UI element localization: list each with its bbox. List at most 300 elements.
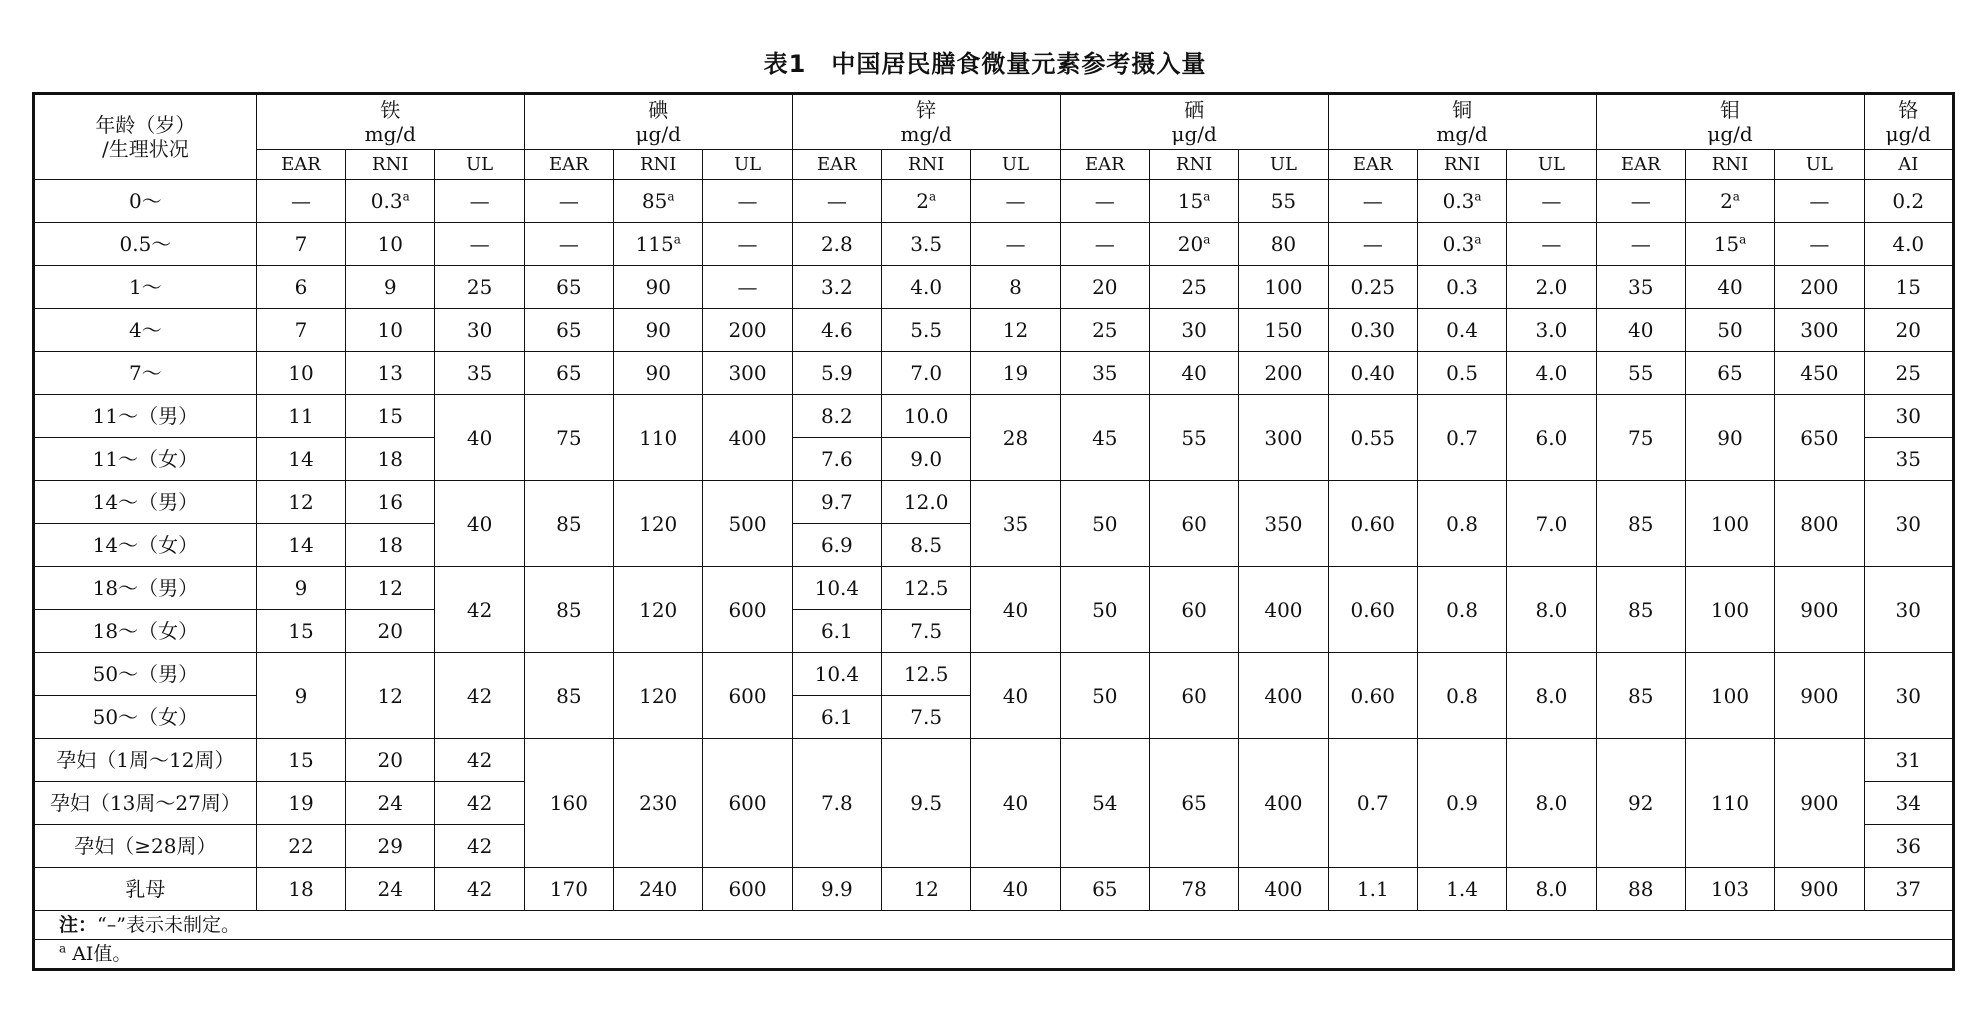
cell-value: 11 xyxy=(288,404,314,428)
cell-value: 0.8 xyxy=(1446,511,1478,536)
value-cell xyxy=(792,395,881,438)
value-cell xyxy=(435,567,524,653)
cell-value: 5.5 xyxy=(910,318,943,342)
cell-value: 85 xyxy=(556,597,582,622)
value-cell xyxy=(1239,309,1328,352)
cell-value: 6.0 xyxy=(1535,425,1568,450)
cell-value: 1.4 xyxy=(1446,877,1478,901)
value-cell xyxy=(1775,481,1864,567)
cell-value: — xyxy=(1005,189,1026,213)
value-cell xyxy=(346,481,435,524)
cell-value: 100 xyxy=(1710,683,1750,708)
value-cell xyxy=(1864,825,1953,868)
value-cell xyxy=(1775,567,1864,653)
cell-value: 30 xyxy=(466,318,493,342)
value-cell xyxy=(614,309,703,352)
cell-value: 14 xyxy=(288,447,314,471)
cell-value: 500 xyxy=(728,511,767,536)
value-cell xyxy=(882,352,971,395)
value-cell xyxy=(524,868,613,911)
note-text: “–”表示未制定。 xyxy=(97,914,240,936)
element-header-3 xyxy=(1060,94,1328,150)
cell-value: — xyxy=(1541,232,1562,256)
value-cell xyxy=(346,739,435,782)
table-title: 表1 中国居民膳食微量元素参考摄入量 xyxy=(763,50,1207,78)
table-row xyxy=(34,266,1954,309)
value-cell xyxy=(1864,352,1953,395)
value-cell xyxy=(524,567,613,653)
cell-value: 40 xyxy=(466,511,493,536)
cell-value: 100 xyxy=(1710,597,1750,622)
value-cell xyxy=(1685,223,1774,266)
value-cell xyxy=(1685,567,1774,653)
table-row xyxy=(34,567,1954,610)
value-cell xyxy=(1060,266,1149,309)
value-cell xyxy=(1328,395,1417,481)
subheader-rni: RNI xyxy=(346,150,435,180)
subheader-ul: UL xyxy=(703,150,792,180)
cell-value: — xyxy=(1809,189,1830,213)
cell-value: 60 xyxy=(1181,597,1207,622)
cell-value: — xyxy=(1362,232,1383,256)
nutrient-reference-table xyxy=(32,92,1955,971)
value-cell xyxy=(346,610,435,653)
cell-value: 25 xyxy=(1092,318,1118,342)
row-label: 14～（女） xyxy=(34,524,257,567)
value-cell xyxy=(524,739,613,868)
row-label: 孕妇（1周～12周） xyxy=(34,739,257,782)
value-cell xyxy=(1417,868,1506,911)
cell-value: 6.1 xyxy=(820,705,853,729)
cell-value: 200 xyxy=(1800,275,1839,299)
cell-value: 9.0 xyxy=(910,447,943,471)
value-cell xyxy=(524,309,613,352)
value-cell xyxy=(703,266,792,309)
ai-superscript: a xyxy=(1203,232,1211,247)
cell-value: 0.3 xyxy=(1442,189,1475,213)
value-cell xyxy=(346,352,435,395)
value-cell xyxy=(1864,739,1953,782)
value-cell xyxy=(1507,567,1596,653)
cell-value: 400 xyxy=(1264,683,1303,708)
subheader-ear: EAR xyxy=(1328,150,1417,180)
subheader-rni: RNI xyxy=(614,150,703,180)
value-cell xyxy=(256,868,345,911)
cell-value: 7.5 xyxy=(910,705,943,729)
value-cell xyxy=(614,868,703,911)
value-cell xyxy=(1239,395,1328,481)
cell-value: 900 xyxy=(1800,791,1839,815)
value-cell xyxy=(1417,567,1506,653)
value-cell xyxy=(1328,309,1417,352)
cell-value: — xyxy=(1809,232,1830,256)
cell-value: 600 xyxy=(728,791,767,815)
value-cell xyxy=(1864,653,1953,739)
cell-value: 4.0 xyxy=(1535,361,1568,385)
cell-value: 30 xyxy=(1895,597,1921,622)
value-cell xyxy=(1775,653,1864,739)
value-cell xyxy=(1328,567,1417,653)
cell-value: 25 xyxy=(1895,361,1921,385)
cell-value: 12 xyxy=(377,576,403,600)
value-cell xyxy=(1775,266,1864,309)
value-cell xyxy=(792,352,881,395)
value-cell xyxy=(792,524,881,567)
cell-value: 12 xyxy=(377,683,403,708)
cell-value: 80 xyxy=(1270,232,1297,256)
row-label: 孕妇（≥28周） xyxy=(34,825,257,868)
cell-value: 160 xyxy=(549,791,588,815)
value-cell xyxy=(524,223,613,266)
cell-value: — xyxy=(1362,189,1383,213)
value-cell xyxy=(1239,653,1328,739)
value-cell xyxy=(256,825,345,868)
value-cell xyxy=(1685,180,1774,223)
subheader-ul: UL xyxy=(435,150,524,180)
cell-value: 85 xyxy=(1627,683,1654,708)
value-cell xyxy=(1149,567,1238,653)
value-cell xyxy=(882,868,971,911)
cell-value: 60 xyxy=(1181,683,1207,708)
value-cell xyxy=(703,395,792,481)
cell-value: 8.2 xyxy=(820,404,853,428)
value-cell xyxy=(1239,266,1328,309)
value-cell xyxy=(971,739,1060,868)
value-cell xyxy=(256,223,345,266)
table-row xyxy=(34,309,1954,352)
value-cell xyxy=(1417,395,1506,481)
cell-value: — xyxy=(1005,232,1026,256)
cell-value: 100 xyxy=(1710,511,1750,536)
value-cell xyxy=(1685,309,1774,352)
value-cell xyxy=(1685,653,1774,739)
cell-value: 8.0 xyxy=(1535,877,1568,901)
cell-value: 300 xyxy=(728,361,767,385)
value-cell xyxy=(614,395,703,481)
value-cell xyxy=(614,223,703,266)
cell-value: 20 xyxy=(1895,318,1921,342)
cell-value: 650 xyxy=(1800,425,1839,450)
subheader-rni: RNI xyxy=(882,150,971,180)
value-cell xyxy=(524,481,613,567)
value-cell xyxy=(1328,868,1417,911)
value-cell xyxy=(256,266,345,309)
cell-value: 0.8 xyxy=(1446,683,1478,708)
value-cell xyxy=(1864,868,1953,911)
value-cell xyxy=(703,352,792,395)
table-row xyxy=(34,223,1954,266)
value-cell xyxy=(792,868,881,911)
value-cell xyxy=(971,309,1060,352)
value-cell xyxy=(1507,180,1596,223)
subheader-ai: AI xyxy=(1864,150,1953,180)
value-cell xyxy=(256,739,345,782)
element-name: 铬 xyxy=(1898,98,1919,122)
value-cell xyxy=(1060,309,1149,352)
element-header-1 xyxy=(524,94,792,150)
cell-value: 0.60 xyxy=(1350,597,1396,622)
cell-value: 34 xyxy=(1895,791,1921,815)
value-cell xyxy=(882,739,971,868)
cell-value: 19 xyxy=(288,791,314,815)
value-cell xyxy=(1060,739,1149,868)
cell-value: 65 xyxy=(1181,791,1207,815)
value-cell xyxy=(971,223,1060,266)
cell-value: 9.5 xyxy=(910,791,943,815)
cell-value: 30 xyxy=(1895,511,1921,536)
row-label: 14～（男） xyxy=(34,481,257,524)
value-cell xyxy=(256,438,345,481)
cell-value: 12 xyxy=(1002,318,1029,342)
value-cell xyxy=(1775,223,1864,266)
value-cell xyxy=(435,309,524,352)
value-cell xyxy=(1417,309,1506,352)
subheader-ear: EAR xyxy=(1596,150,1685,180)
value-cell xyxy=(882,653,971,696)
cell-value: 3.0 xyxy=(1535,318,1568,342)
cell-value: 15 xyxy=(1713,232,1740,256)
cell-value: — xyxy=(1094,232,1115,256)
value-cell xyxy=(1685,395,1774,481)
cell-value: 15 xyxy=(1895,275,1921,299)
value-cell xyxy=(1149,739,1238,868)
value-cell xyxy=(1239,481,1328,567)
value-cell xyxy=(1149,223,1238,266)
value-cell xyxy=(1060,481,1149,567)
value-cell xyxy=(1328,481,1417,567)
element-unit: μg/d xyxy=(1707,122,1753,146)
subheader-rni: RNI xyxy=(1149,150,1238,180)
value-cell xyxy=(1864,395,1953,438)
cell-value: 6.9 xyxy=(820,533,853,557)
cell-value: 85 xyxy=(556,683,582,708)
cell-value: 0.3 xyxy=(1442,232,1475,256)
value-cell xyxy=(1239,223,1328,266)
cell-value: 600 xyxy=(728,683,767,708)
value-cell xyxy=(1685,739,1774,868)
cell-value: 900 xyxy=(1800,877,1839,901)
cell-value: 170 xyxy=(549,877,588,901)
value-cell xyxy=(1596,223,1685,266)
value-cell xyxy=(1328,180,1417,223)
value-cell xyxy=(792,309,881,352)
value-cell xyxy=(1864,782,1953,825)
value-cell xyxy=(792,653,881,696)
value-cell xyxy=(1507,739,1596,868)
value-cell xyxy=(1507,868,1596,911)
cell-value: 90 xyxy=(645,361,671,385)
cell-value: 300 xyxy=(1264,425,1303,450)
row-label: 50～（男） xyxy=(34,653,257,696)
value-cell xyxy=(346,825,435,868)
value-cell xyxy=(971,395,1060,481)
cell-value: 450 xyxy=(1800,361,1839,385)
note-label: 注： xyxy=(59,914,98,936)
value-cell xyxy=(1507,352,1596,395)
cell-value: 9 xyxy=(294,576,308,600)
value-cell xyxy=(1328,223,1417,266)
value-cell xyxy=(1864,438,1953,481)
value-cell xyxy=(1596,395,1685,481)
cell-value: 40 xyxy=(1002,877,1029,901)
cell-value: 35 xyxy=(1002,511,1029,536)
subheader-ear: EAR xyxy=(524,150,613,180)
value-cell xyxy=(1060,653,1149,739)
cell-value: 10 xyxy=(288,361,314,385)
value-cell xyxy=(1596,180,1685,223)
cell-value: 900 xyxy=(1800,683,1839,708)
cell-value: 42 xyxy=(466,683,493,708)
ai-superscript: a xyxy=(402,189,410,204)
element-unit: mg/d xyxy=(900,122,952,146)
cell-value: 0.30 xyxy=(1350,318,1396,342)
cell-value: 40 xyxy=(1002,791,1029,815)
cell-value: 12.5 xyxy=(903,576,949,600)
cell-value: 35 xyxy=(1895,447,1921,471)
cell-value: 42 xyxy=(466,597,493,622)
value-cell xyxy=(346,180,435,223)
cell-value: 90 xyxy=(1717,425,1743,450)
value-cell xyxy=(256,524,345,567)
ai-superscript: a xyxy=(928,189,937,204)
value-cell xyxy=(346,782,435,825)
value-cell xyxy=(435,868,524,911)
value-cell xyxy=(1507,481,1596,567)
value-cell xyxy=(256,567,345,610)
value-cell xyxy=(1417,653,1506,739)
value-cell xyxy=(1149,352,1238,395)
element-unit: μg/d xyxy=(1171,122,1217,146)
cell-value: 9 xyxy=(294,683,308,708)
cell-value: 0.3 xyxy=(1446,275,1478,299)
cell-value: 25 xyxy=(466,275,493,299)
cell-value: — xyxy=(469,232,490,256)
value-cell xyxy=(1417,481,1506,567)
cell-value: 20 xyxy=(377,619,403,643)
table-row xyxy=(34,180,1954,223)
subheader-ul: UL xyxy=(971,150,1060,180)
cell-value: 90 xyxy=(645,275,671,299)
value-cell xyxy=(524,653,613,739)
subheader-ul: UL xyxy=(1507,150,1596,180)
value-cell xyxy=(971,567,1060,653)
cell-value: 15 xyxy=(1177,189,1204,213)
cell-value: 20 xyxy=(1092,275,1118,299)
table-row xyxy=(34,653,1954,696)
ai-superscript: a xyxy=(1739,232,1747,247)
value-cell xyxy=(1328,266,1417,309)
cell-value: 7.0 xyxy=(910,361,943,385)
value-cell xyxy=(1685,352,1774,395)
value-cell xyxy=(703,653,792,739)
cell-value: 2 xyxy=(916,189,929,213)
cell-value: 30 xyxy=(1181,318,1207,342)
value-cell xyxy=(1596,868,1685,911)
value-cell xyxy=(882,395,971,438)
value-cell xyxy=(792,266,881,309)
value-cell xyxy=(882,524,971,567)
cell-value: 35 xyxy=(1092,361,1118,385)
ai-superscript: a xyxy=(673,232,681,247)
value-cell xyxy=(792,481,881,524)
cell-value: — xyxy=(290,189,311,213)
value-cell xyxy=(614,352,703,395)
cell-value: 0.3 xyxy=(370,189,403,213)
value-cell xyxy=(1775,739,1864,868)
cell-value: 10.4 xyxy=(814,576,860,600)
value-cell xyxy=(1685,266,1774,309)
cell-value: 18 xyxy=(377,533,403,557)
cell-value: 9.9 xyxy=(820,877,853,901)
cell-value: 4.6 xyxy=(820,318,853,342)
value-cell xyxy=(792,567,881,610)
value-cell xyxy=(1775,395,1864,481)
cell-value: 18 xyxy=(377,447,403,471)
age-header-line2: /生理状况 xyxy=(102,137,189,161)
footnote-mark: a xyxy=(59,941,67,956)
cell-value: 7.8 xyxy=(820,791,853,815)
element-header-4 xyxy=(1328,94,1596,150)
value-cell xyxy=(1775,180,1864,223)
value-cell xyxy=(346,438,435,481)
element-name: 铜 xyxy=(1452,98,1473,122)
cell-value: 110 xyxy=(1710,791,1750,815)
cell-value: 0.4 xyxy=(1446,318,1478,342)
cell-value: 30 xyxy=(1895,683,1921,708)
element-unit: mg/d xyxy=(1436,122,1488,146)
cell-value: 10 xyxy=(377,318,403,342)
value-cell xyxy=(703,868,792,911)
cell-value: — xyxy=(737,275,758,299)
row-label: 11～（女） xyxy=(34,438,257,481)
subheader-ear: EAR xyxy=(256,150,345,180)
cell-value: 100 xyxy=(1264,275,1303,299)
value-cell xyxy=(1507,653,1596,739)
ai-superscript: a xyxy=(1474,189,1482,204)
value-cell xyxy=(882,438,971,481)
value-cell xyxy=(524,395,613,481)
subheader-rni: RNI xyxy=(1685,150,1774,180)
value-cell xyxy=(614,266,703,309)
subheader-ul: UL xyxy=(1239,150,1328,180)
cell-value: — xyxy=(1541,189,1562,213)
value-cell xyxy=(1149,309,1238,352)
cell-value: 65 xyxy=(556,361,582,385)
table-row xyxy=(34,395,1954,438)
cell-value: 36 xyxy=(1895,834,1921,858)
cell-value: 28 xyxy=(1002,425,1029,450)
value-cell xyxy=(1239,739,1328,868)
cell-value: 0.60 xyxy=(1350,683,1396,708)
cell-value: 240 xyxy=(639,877,678,901)
cell-value: 0.5 xyxy=(1446,361,1478,385)
value-cell xyxy=(346,223,435,266)
row-label: 1～ xyxy=(34,266,257,309)
cell-value: 6 xyxy=(294,275,308,299)
cell-value: 40 xyxy=(466,425,493,450)
cell-value: 12 xyxy=(288,490,314,514)
cell-value: — xyxy=(737,189,758,213)
cell-value: 2 xyxy=(1720,189,1733,213)
value-cell xyxy=(256,653,345,739)
value-cell xyxy=(614,739,703,868)
cell-value: 10 xyxy=(377,232,403,256)
cell-value: 103 xyxy=(1710,877,1750,901)
subheader-ul: UL xyxy=(1775,150,1864,180)
value-cell xyxy=(971,868,1060,911)
cell-value: 0.25 xyxy=(1350,275,1396,299)
subheader-ear: EAR xyxy=(1060,150,1149,180)
